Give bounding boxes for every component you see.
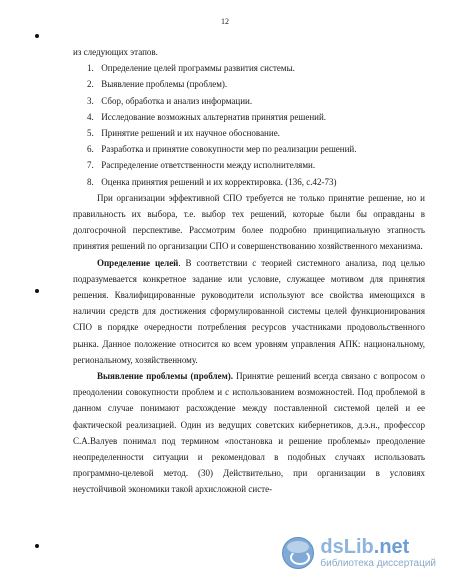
intro-line: из следующих этапов. bbox=[73, 47, 158, 57]
list-item: 3. Сбор, обработка и анализ информации. bbox=[87, 95, 253, 106]
list-item: 2. Выявление проблемы (проблем). bbox=[87, 79, 228, 90]
list-item: 1. Определение целей программы развития системы. bbox=[87, 63, 295, 74]
list-item: 5. Принятие решений и их научное обоснование. bbox=[87, 128, 280, 139]
steps-list bbox=[73, 60, 425, 190]
margin-dot-bottom bbox=[35, 544, 39, 548]
paragraph-organization: При организации эффективной СПО требуется не только принятие решение, но и правильность их выбора, т.е. выбор тех решений, которые были бы оправданы в долгосрочной перспективе. Рассмотрим более подробно принципиальную этапность принятия решений по организации СПО и совершенствованию хозяйственного механизма. bbox=[73, 192, 425, 252]
list-item: 7. Распределение ответственности между исполнителями. bbox=[87, 160, 316, 171]
paragraph-goals-text: . В соответствии с теорией системного анализа, под целью подразумевается конкретное задание или условие, служащее мотивом для принятия решения. Квалифицированные руководители используют все свойства имеющихся в наличии средств для достижения сформулированной системы целей функционирования СПО в порядке очередности потребления ресурсов участниками продовольственного рынка. Данное положение относится ко всем уровням управления АПК: национальному, региональному, хозяйственному. bbox=[73, 257, 425, 365]
margin-dot-top bbox=[35, 34, 39, 38]
watermark-tagline: библиотека диссертаций bbox=[320, 558, 436, 569]
paragraph-problems bbox=[73, 368, 425, 498]
list-item: 6. Разработка и принятие совокупности мер по реализации решений. bbox=[87, 144, 357, 155]
paragraph-goals-lead: Определение целей bbox=[97, 257, 179, 268]
margin-dot-middle bbox=[35, 289, 39, 293]
paragraph-problems-lead: Выявление проблемы (проблем). bbox=[97, 371, 233, 382]
page-number: 12 bbox=[221, 17, 229, 26]
document-body bbox=[73, 44, 425, 498]
list-item: 8. Оценка принятия решений и их корректировка. (136, с.42-73) bbox=[87, 176, 337, 187]
paragraph-goals bbox=[73, 255, 425, 368]
dslib-logo-icon bbox=[282, 537, 314, 569]
paragraph-problems-text: Принятие решений всегда связано с вопросом о преодолении совокупности проблем и с использованием возможностей. Под проблемой в данном случае понимают расхождение между поставленной системой целей и ее фактической реализацией. Один из ведущих советских кибернетиков, д.э.н., профессор С.А.Валуев понимал под термином «постановка и решение проблемы» преодоление неопределенности ситуации и рекомендовал в подобных случаях использовать программно-целевой метод. (30) Действительно, при организации в условиях неустойчивой экономики такой архисложной систе- bbox=[73, 371, 426, 495]
dslib-watermark bbox=[282, 534, 436, 572]
list-item: 4. Исследование возможных альтернатив принятия решений. bbox=[87, 111, 327, 122]
watermark-brand: dsLib.net bbox=[320, 536, 410, 558]
